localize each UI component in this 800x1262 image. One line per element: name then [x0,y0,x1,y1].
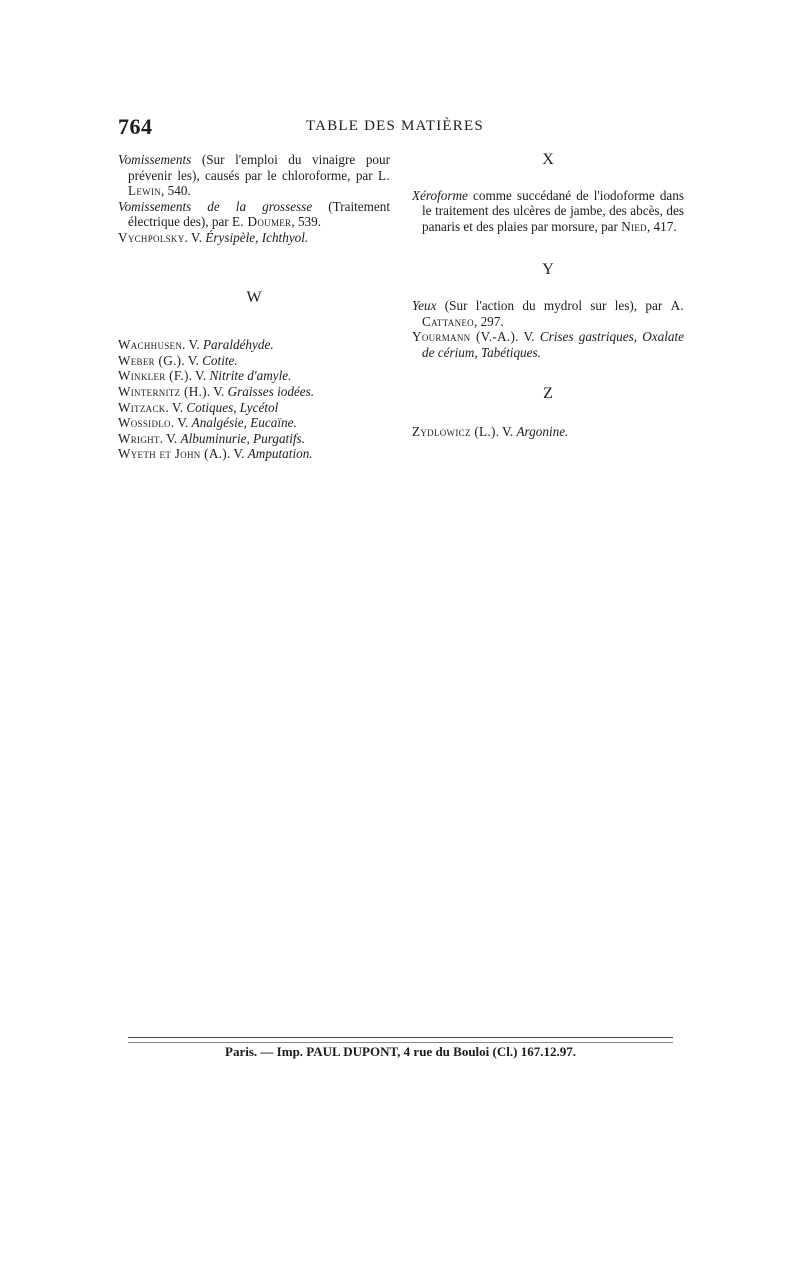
entry-author: Yourmann (V.-A.) [412,329,516,345]
index-entry [118,230,390,246]
index-entry [118,337,390,353]
entry-author: Vychpolsky [118,229,185,245]
entry-author: A. Cattaneo [422,297,684,329]
entry-author: Winternitz (H.) [118,383,207,399]
entry-term: Vomissements de la grossesse [118,198,313,214]
entry-author: Wossidlo [118,415,171,431]
entry-author: Wachhusen [118,337,183,353]
see-marker: . V. [495,423,517,439]
entry-ref: Graisses iodées. [227,383,315,399]
entry-text: (Traitement électrique des), par [128,198,390,230]
entry-ref: Érysipèle, Ichthyol. [205,229,309,245]
entry-text: (Sur l'action du mydrol sur les), par [436,297,671,313]
page-number: 764 [118,114,153,139]
index-entry [118,368,390,384]
see-marker: . V. [226,446,248,462]
entry-term: Vomissements [118,152,192,167]
entry-author: L. Lewin [128,167,390,199]
left-column [118,152,390,462]
entry-page: , 540. [161,183,191,199]
printer-imprint: Paris. — Imp. PAUL DUPONT, 4 rue du Bouloi (Cl.) 167.12.97. [225,1044,576,1059]
entry-author: Wyeth et John (A.) [118,446,227,462]
entry-author: Witzack [118,399,166,415]
see-marker: . V. [188,368,210,384]
entry-author: Winkler (F.) [118,368,189,384]
index-entry [412,424,684,440]
entry-text: (Sur l'emploi du vinaigre pour prévenir les), causés par le chloroforme, par [128,152,390,183]
running-head: TABLE DES MATIÈRES [306,118,484,134]
index-entry [118,353,390,369]
see-marker: . V. [515,329,540,345]
entry-ref: Argonine. [516,423,569,439]
entry-author: Nied [621,218,647,234]
footer-rule-thin [128,1042,673,1043]
entry-term: Yeux [412,297,437,313]
index-entry [118,384,390,400]
entry-ref: Analgésie, Eucaïne. [191,415,297,431]
entry-author: Weber (G.) [118,352,182,368]
entry-ref: Cotiques, Lycétol [186,399,279,415]
entry-ref: Albuminurie, Purgatifs. [180,430,305,446]
index-entry [118,152,390,199]
footer-rule [128,1037,673,1038]
entry-ref: Paraldéhyde. [202,337,274,353]
see-marker: . V. [159,430,181,446]
index-entry [412,329,684,360]
entry-author: E. Doumer [231,214,292,230]
see-marker: . V. [182,337,203,353]
entry-author: Wright [118,430,160,446]
index-entry [118,400,390,416]
entry-page: . V. [184,229,206,245]
section-letter-x: X [542,151,554,168]
index-entry [118,415,390,431]
entry-author: Zydlowicz (L.) [412,423,496,439]
section-letter-w: W [246,288,262,306]
entry-page: , 417. [646,218,677,234]
section-letter-y: Y [542,261,554,279]
index-entry [118,199,390,230]
entry-page: , 539. [291,214,322,230]
entry-ref: Crises gastriques, Oxalate de cérium, Tabétiques. [422,329,684,360]
see-marker: . V. [170,415,192,431]
see-marker: . V. [181,352,203,368]
section-letter-z: Z [543,385,553,403]
see-marker: . V. [165,399,187,415]
index-entry [412,188,684,235]
entry-term: Xéroforme [412,187,468,203]
entry-ref: Cotite. [202,352,238,368]
index-entry [118,446,390,462]
index-entry [118,431,390,447]
entry-text: comme succédané de l'iodoforme dans le traitement des ulcères de jambe, des abcès, des panaris et des plaies par morsure, par [422,187,684,234]
see-marker: . V. [206,383,228,399]
index-entry [412,298,684,329]
entry-page: , 297. [473,313,504,329]
entry-ref: Amputation. [247,446,313,462]
entry-ref: Nitrite d'amyle. [209,368,292,384]
right-column [412,152,684,440]
